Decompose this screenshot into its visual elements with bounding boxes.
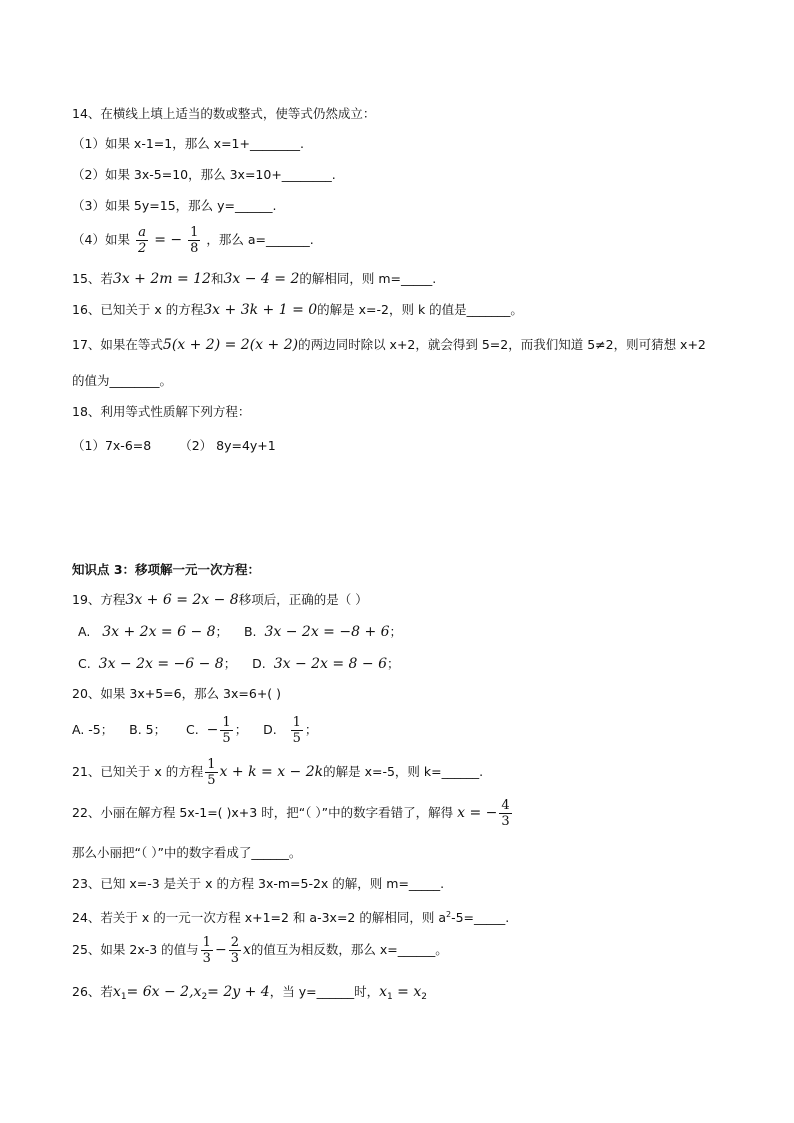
q24-exponent: 2 — [445, 910, 452, 919]
q16-equation: 3x + 3k + 1 = 0 — [203, 302, 318, 318]
q20-option-a: A. -5； — [72, 722, 114, 737]
q17-line1: 17、如果在等式5(x + 2) = 2(x + 2)的两边同时除以 x+2，就会得到 5=2，而我们知道 5≠2，则可猜想 x+2 — [72, 337, 706, 353]
q14-part4 — [72, 222, 314, 258]
section-title-3: 知识点 3：移项解一元一次方程： — [72, 562, 261, 577]
q14-stem: 14、在横线上填上适当的数或整式，使等式仍然成立： — [72, 106, 376, 121]
q20-options: A. -5； B. 5； C. − $\frac{1}{5}$ ； D. $\frac{1}{5}$ ； — [72, 715, 318, 746]
q14-part4-suffix: ，那么 a=_______. — [206, 232, 314, 247]
q20-option-b: B. 5； — [129, 722, 167, 737]
q26: 26、若$x_1= 6x - 2,x_2= 2y + 4$，当 y=______时，$x_1 = x_2$ — [72, 984, 427, 1002]
q19-equation: 3x + 6 = 2x − 8 — [125, 592, 239, 608]
q19-option-a: 3x + 2x = 6 − 8 — [102, 624, 216, 640]
q25-fraction-2-over-3: $\frac{2}{3}$ — [230, 935, 239, 966]
q24: 24、若关于 x 的一元一次方程 x+1=2 和 a-3x=2 的解相同，则 $a^2-5=\_\_\_\_\_$. — [72, 910, 510, 925]
q17-line2: 的值为________。 — [72, 373, 173, 388]
q19-option-b: 3x − 2x = −8 + 6 — [264, 624, 390, 640]
q14-part4-prefix: （4）如果 — [72, 232, 130, 247]
fraction-1-over-8: $\frac{1}{8}$ — [190, 225, 199, 256]
q15-equation-2: 3x − 4 = 2 — [223, 271, 300, 287]
q18-part1: （1）7x-6=8 — [72, 438, 152, 453]
q21-equation: x + k = x − 2k — [219, 764, 324, 780]
q22-line1: 22、小丽在解方程 5x-1=( )x+3 时，把“（ ）”中的数字看错了，解得 x = − $\frac{4}{3}$ — [72, 798, 510, 829]
q20-option-c-fraction: $\frac{1}{5}$ — [222, 715, 231, 746]
q20-stem: 20、如果 3x+5=6，那么 3x=6+( ) — [72, 686, 282, 701]
q15: 15、若3x + 2m = 12和3x − 4 = 2的解相同，则 m=_____. — [72, 271, 437, 287]
q21: 21、已知关于 x 的方程 $\frac{1}{5}$ x + k = x − 2k的解是 x=-5，则 k=______. — [72, 757, 484, 788]
q21-fraction-1-over-5: $\frac{1}{5}$ — [207, 757, 216, 788]
q14-part2: （2）如果 3x-5=10，那么 3x=10+________. — [72, 167, 336, 182]
q19-options-ab: A. 3x + 2x = 6 − 8； B. 3x − 2x = −8 + 6； — [78, 624, 403, 640]
q22-line2: 那么小丽把“（ ）”中的数字看成了______。 — [72, 845, 302, 860]
q18-stem: 18、利用等式性质解下列方程： — [72, 404, 251, 419]
q19-option-d: 3x − 2x = 8 − 6 — [273, 656, 387, 672]
q26-expression-2: = 2y + 4 — [207, 984, 270, 1000]
fraction-a-over-2: $\frac{a}{2}$ — [137, 225, 147, 256]
q17-equation: 5(x + 2) = 2(x + 2) — [162, 337, 299, 353]
q19-option-c: 3x − 2x = −6 − 8 — [98, 656, 224, 672]
q26-expression-1: = 6x − 2, — [126, 984, 194, 1000]
q25-fraction-1-over-3: $\frac{1}{3}$ — [202, 935, 211, 966]
q14-part1: （1）如果 x-1=1，那么 x=1+________. — [72, 136, 304, 151]
q14-part4-equals: = − — [154, 232, 183, 248]
q19-options-cd: C. 3x − 2x = −6 − 8； D. 3x − 2x = 8 − 6； — [78, 656, 400, 672]
q20-option-d-fraction: $\frac{1}{5}$ — [292, 715, 301, 746]
q18-parts — [72, 438, 276, 454]
q16: 16、已知关于 x 的方程3x + 3k + 1 = 0的解是 x=-2，则 k 的值是_______。 — [72, 302, 523, 318]
q15-equation-1: 3x + 2m = 12 — [112, 271, 211, 287]
q18-part2: （2） 8y=4y+1 — [179, 438, 276, 453]
q22-solution: x = − — [457, 805, 498, 821]
q14-part3: （3）如果 5y=15，那么 y=______. — [72, 198, 277, 213]
q19-stem: 19、方程3x + 6 = 2x − 8移项后，正确的是（ ） — [72, 592, 368, 608]
q23: 23、已知 x=-3 是关于 x 的方程 3x-m=5-2x 的解，则 m=_____. — [72, 876, 445, 891]
q22-fraction-4-over-3: $\frac{4}{3}$ — [501, 798, 510, 829]
q25: 25、如果 2x-3 的值与 $\frac{1}{3}$ − $\frac{2}{3}$ x的值互为相反数，那么 x=______。 — [72, 935, 448, 966]
